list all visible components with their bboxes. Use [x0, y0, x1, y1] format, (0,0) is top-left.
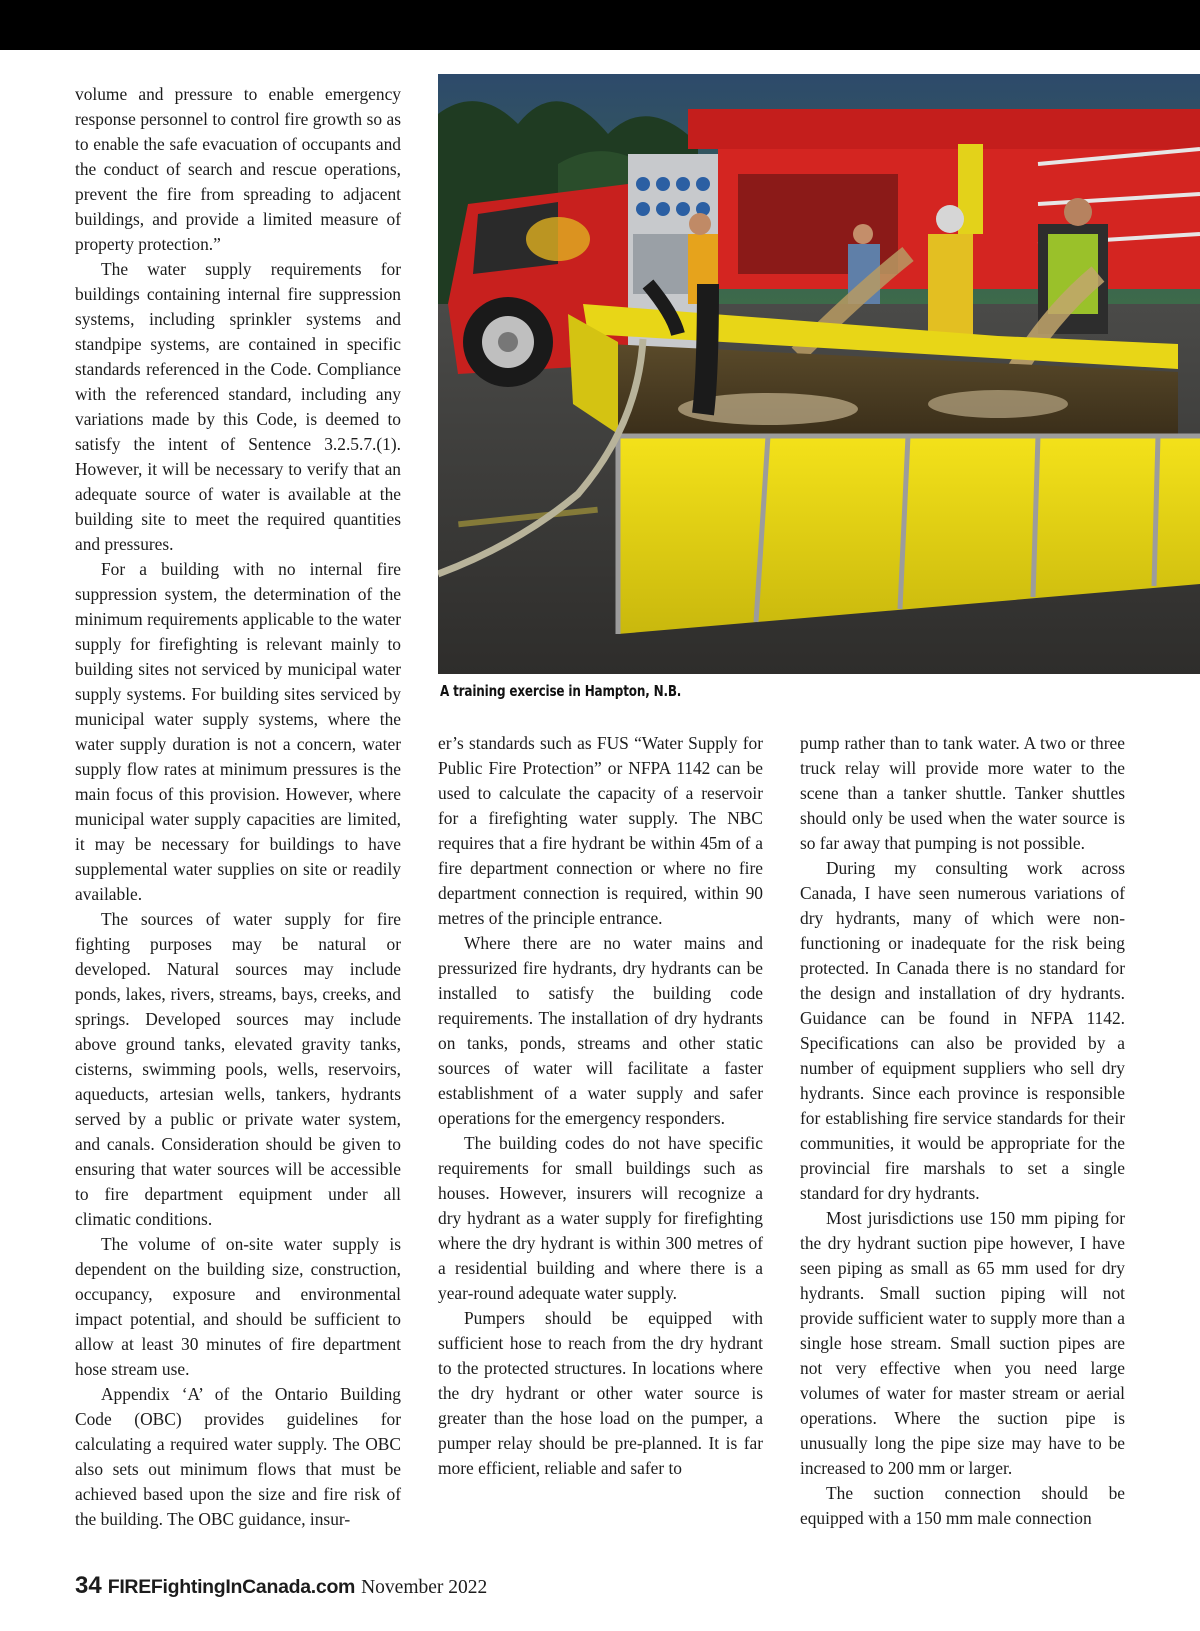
paragraph: Appendix ‘A’ of the Ontario Building Code (OBC) provides guidelines for calculating a required water supply. The OBC also sets out minimum flows that must be achieved based upon the size and fire risk of the building. The OBC guidance, insur- [75, 1384, 401, 1529]
paragraph: For a building with no internal fire suppression system, the determination of the minimum requirements applicable to the water supply for firefighting is relevant mainly to building sites not serviced by municipal water supply systems. For building sites serviced by municipal water supply systems, where the water supply duration is not a concern, water supply flow rates at minimum pressures is the main focus of this provision. However, where municipal water supply capacities are limited, it may be necessary for buildings to have supplemental water supplies on site or readily available. [75, 559, 401, 904]
paragraph: The water supply requirements for buildings containing internal fire suppression systems, including sprinkler systems and standpipe systems, are contained in specific standards referenced in the Code. Compliance with the referenced standard, including any variations made by this Code, is deemed to satisfy the intent of Sentence 3.2.5.7.(1). However, it will be necessary to verify that an adequate source of water is available at the building site to meet the required quantities and pressures. [75, 259, 401, 554]
paragraph: er’s standards such as FUS “Water Supply for Public Fire Protection” or NFPA 1142 can be used to calculate the capacity of a reservoir for a firefighting water supply. The NBC requires that a fire hydrant be within 45m of a fire department connection or where no fire department connection is required, within 90 metres of the principle entrance. [438, 733, 763, 928]
paragraph: Most jurisdictions use 150 mm piping for the dry hydrant suction pipe however, I have seen piping as small as 65 mm used for dry hydrants. Small suction piping will not provide sufficient water to supply more than a single hose stream. Small suction pipes are not very effective when you need large volumes of water for master stream or aerial operations. Where the suction pipe is unusually long the pipe size may have to be increased to 200 mm or larger. [800, 1208, 1125, 1478]
issue-date: November 2022 [361, 1577, 488, 1598]
paragraph: Pumpers should be equipped with sufficient hose to reach from the dry hydrant to the protected structures. In locations where the dry hydrant or other water source is greater than the hose load on the pumper, a pumper relay should be pre-planned. It is far more efficient, reliable and safer to [438, 1308, 763, 1478]
page-footer [75, 1572, 487, 1600]
article-column-2 [438, 731, 763, 1481]
article-column-3 [800, 731, 1125, 1531]
paragraph: The volume of on-site water supply is dependent on the building size, construction, occupancy, exposure and environmental impact potential, and should be sufficient to allow at least 30 minutes of fire department hose stream use. [75, 1234, 401, 1379]
paragraph: The building codes do not have specific requirements for small buildings such as houses. However, insurers will recognize a dry hydrant as a water supply for firefighting where the dry hydrant is within 300 metres of a residential building and where there is a year-round adequate water supply. [438, 1133, 763, 1303]
photo-caption: A training exercise in Hampton, N.B. [440, 682, 682, 700]
page-number: 34 [75, 1572, 102, 1599]
publication-site: FIREFightingInCanada.com [107, 1576, 356, 1598]
training-exercise-photo [438, 74, 1200, 674]
paragraph: During my consulting work across Canada, I have seen numerous variations of dry hydrants, many of which were non-functioning or inadequate for the risk being protected. In Canada there is no standard for the design and installation of dry hydrants. Guidance can be found in NFPA 1142. Specifications can also be provided by a number of equipment suppliers who sell dry hydrants. Since each province is responsible for establishing fire service standards for their communities, it would be appropriate for the provincial fire marshals to set a single standard for dry hydrants. [800, 858, 1125, 1203]
article-column-1 [75, 82, 401, 1532]
paragraph: The sources of water supply for fire fighting purposes may be natural or developed. Natural sources may include ponds, lakes, rivers, streams, bays, creeks, and springs. Developed sources may include above ground tanks, elevated gravity tanks, cisterns, swimming pools, wells, reservoirs, aqueducts, artesian wells, tankers, hydrants served by a public or private water system, and canals. Consideration should be given to ensuring that water sources will be accessible to fire department equipment under all climatic conditions. [75, 909, 401, 1229]
top-black-bar [0, 0, 1200, 50]
paragraph: The suction connection should be equipped with a 150 mm male connection [800, 1483, 1125, 1528]
paragraph: Where there are no water mains and pressurized fire hydrants, dry hydrants can be installed to satisfy the building code requirements. The installation of dry hydrants on tanks, ponds, streams and other static sources of water will facilitate a faster establishment of a water supply and safer operations for the emergency responders. [438, 933, 763, 1128]
paragraph: pump rather than to tank water. A two or three truck relay will provide more water to the scene than a tanker shuttle. Tanker shuttles should only be used when the water source is so far away that pumping is not possible. [800, 733, 1125, 853]
paragraph: volume and pressure to enable emergency response personnel to control fire growth so as to enable the safe evacuation of occupants and the conduct of search and rescue operations, prevent the fire from spreading to adjacent buildings, and provide a limited measure of property protection.” [75, 84, 401, 254]
